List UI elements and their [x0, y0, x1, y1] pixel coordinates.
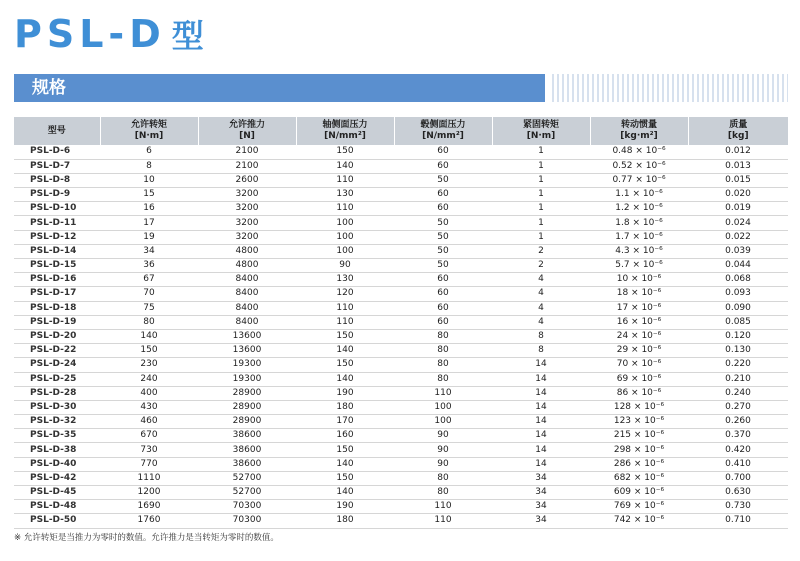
cell-model: PSL-D-24: [14, 358, 100, 372]
cell-tightening-torque: 1: [492, 188, 590, 202]
cell-inertia: 742 × 10⁻⁶: [590, 514, 688, 528]
cell-tightening-torque: 14: [492, 429, 590, 443]
cell-mass: 0.630: [688, 486, 788, 500]
cell-shaft-pressure: 150: [296, 358, 394, 372]
cell-hub-pressure: 50: [394, 230, 492, 244]
cell-tightening-torque: 14: [492, 400, 590, 414]
cell-hub-pressure: 110: [394, 500, 492, 514]
cell-mass: 0.120: [688, 329, 788, 343]
cell-hub-pressure: 80: [394, 486, 492, 500]
cell-torque: 140: [100, 329, 198, 343]
cell-torque: 67: [100, 273, 198, 287]
cell-thrust: 2100: [198, 159, 296, 173]
cell-torque: 730: [100, 443, 198, 457]
cell-inertia: 609 × 10⁻⁶: [590, 486, 688, 500]
cell-thrust: 2100: [198, 145, 296, 159]
table-header-row: [14, 117, 788, 145]
cell-thrust: 8400: [198, 301, 296, 315]
cell-tightening-torque: 14: [492, 443, 590, 457]
cell-mass: 0.022: [688, 230, 788, 244]
cell-thrust: 8400: [198, 287, 296, 301]
cell-shaft-pressure: 110: [296, 315, 394, 329]
cell-hub-pressure: 110: [394, 386, 492, 400]
cell-shaft-pressure: 150: [296, 329, 394, 343]
table-row: [14, 273, 788, 287]
header-hub-pressure: 毂侧面压力 [N/mm²]: [394, 117, 492, 145]
cell-mass: 0.210: [688, 372, 788, 386]
cell-inertia: 1.2 × 10⁻⁶: [590, 202, 688, 216]
cell-shaft-pressure: 90: [296, 259, 394, 273]
table-row: [14, 386, 788, 400]
table-row: [14, 514, 788, 528]
cell-shaft-pressure: 160: [296, 429, 394, 443]
cell-tightening-torque: 4: [492, 301, 590, 315]
cell-model: PSL-D-32: [14, 415, 100, 429]
header-shaft-pressure: 轴侧面压力 [N/mm²]: [296, 117, 394, 145]
cell-model: PSL-D-28: [14, 386, 100, 400]
cell-tightening-torque: 14: [492, 386, 590, 400]
cell-inertia: 682 × 10⁻⁶: [590, 471, 688, 485]
cell-torque: 8: [100, 159, 198, 173]
cell-torque: 240: [100, 372, 198, 386]
cell-thrust: 3200: [198, 202, 296, 216]
table-row: [14, 415, 788, 429]
cell-torque: 70: [100, 287, 198, 301]
cell-inertia: 17 × 10⁻⁶: [590, 301, 688, 315]
cell-thrust: 8400: [198, 273, 296, 287]
table-row: [14, 457, 788, 471]
cell-mass: 0.130: [688, 344, 788, 358]
title-suffix: 型: [171, 17, 204, 55]
page-title: [14, 10, 204, 60]
table-row: [14, 173, 788, 187]
cell-torque: 34: [100, 244, 198, 258]
cell-thrust: 4800: [198, 244, 296, 258]
cell-tightening-torque: 34: [492, 514, 590, 528]
cell-tightening-torque: 2: [492, 244, 590, 258]
cell-torque: 400: [100, 386, 198, 400]
cell-torque: 1200: [100, 486, 198, 500]
cell-inertia: 24 × 10⁻⁶: [590, 329, 688, 343]
cell-torque: 80: [100, 315, 198, 329]
table-row: [14, 429, 788, 443]
cell-inertia: 286 × 10⁻⁶: [590, 457, 688, 471]
cell-tightening-torque: 8: [492, 344, 590, 358]
table-row: [14, 500, 788, 514]
cell-mass: 0.013: [688, 159, 788, 173]
cell-shaft-pressure: 190: [296, 386, 394, 400]
table-row: [14, 358, 788, 372]
cell-model: PSL-D-12: [14, 230, 100, 244]
cell-inertia: 0.52 × 10⁻⁶: [590, 159, 688, 173]
cell-model: PSL-D-11: [14, 216, 100, 230]
cell-torque: 36: [100, 259, 198, 273]
cell-hub-pressure: 90: [394, 443, 492, 457]
cell-tightening-torque: 1: [492, 230, 590, 244]
cell-hub-pressure: 80: [394, 344, 492, 358]
cell-torque: 16: [100, 202, 198, 216]
footnote: ※ 允许转矩是当推力为零时的数值。允许推力是当转矩为零时的数值。: [14, 533, 279, 543]
cell-inertia: 69 × 10⁻⁶: [590, 372, 688, 386]
cell-thrust: 19300: [198, 372, 296, 386]
table-row: [14, 188, 788, 202]
cell-thrust: 38600: [198, 429, 296, 443]
cell-thrust: 28900: [198, 400, 296, 414]
cell-mass: 0.085: [688, 315, 788, 329]
cell-inertia: 1.1 × 10⁻⁶: [590, 188, 688, 202]
cell-thrust: 52700: [198, 471, 296, 485]
cell-torque: 670: [100, 429, 198, 443]
cell-shaft-pressure: 140: [296, 159, 394, 173]
cell-tightening-torque: 34: [492, 486, 590, 500]
cell-hub-pressure: 50: [394, 216, 492, 230]
cell-tightening-torque: 1: [492, 159, 590, 173]
cell-model: PSL-D-50: [14, 514, 100, 528]
cell-tightening-torque: 34: [492, 500, 590, 514]
cell-model: PSL-D-35: [14, 429, 100, 443]
table-row: [14, 400, 788, 414]
cell-mass: 0.730: [688, 500, 788, 514]
section-header-bar: [14, 74, 545, 102]
cell-mass: 0.240: [688, 386, 788, 400]
cell-shaft-pressure: 100: [296, 244, 394, 258]
cell-model: PSL-D-8: [14, 173, 100, 187]
cell-model: PSL-D-6: [14, 145, 100, 159]
cell-thrust: 13600: [198, 344, 296, 358]
header-allowable-torque: 允许转矩 [N·m]: [100, 117, 198, 145]
cell-hub-pressure: 110: [394, 514, 492, 528]
cell-inertia: 70 × 10⁻⁶: [590, 358, 688, 372]
cell-model: PSL-D-19: [14, 315, 100, 329]
cell-thrust: 2600: [198, 173, 296, 187]
cell-inertia: 0.77 × 10⁻⁶: [590, 173, 688, 187]
cell-mass: 0.044: [688, 259, 788, 273]
cell-model: PSL-D-9: [14, 188, 100, 202]
cell-mass: 0.420: [688, 443, 788, 457]
cell-model: PSL-D-22: [14, 344, 100, 358]
cell-hub-pressure: 90: [394, 429, 492, 443]
cell-tightening-torque: 14: [492, 372, 590, 386]
cell-mass: 0.710: [688, 514, 788, 528]
section-title: 规格: [32, 78, 66, 98]
cell-tightening-torque: 2: [492, 259, 590, 273]
cell-model: PSL-D-25: [14, 372, 100, 386]
cell-hub-pressure: 50: [394, 244, 492, 258]
table-row: [14, 259, 788, 273]
cell-mass: 0.410: [688, 457, 788, 471]
cell-hub-pressure: 50: [394, 259, 492, 273]
cell-tightening-torque: 1: [492, 173, 590, 187]
cell-hub-pressure: 80: [394, 471, 492, 485]
cell-torque: 19: [100, 230, 198, 244]
cell-tightening-torque: 14: [492, 358, 590, 372]
table-row: [14, 159, 788, 173]
cell-torque: 430: [100, 400, 198, 414]
cell-model: PSL-D-42: [14, 471, 100, 485]
cell-hub-pressure: 80: [394, 372, 492, 386]
table-row: [14, 244, 788, 258]
cell-torque: 150: [100, 344, 198, 358]
cell-torque: 10: [100, 173, 198, 187]
cell-torque: 6: [100, 145, 198, 159]
cell-shaft-pressure: 140: [296, 344, 394, 358]
cell-hub-pressure: 80: [394, 358, 492, 372]
cell-torque: 460: [100, 415, 198, 429]
cell-hub-pressure: 60: [394, 287, 492, 301]
cell-hub-pressure: 60: [394, 301, 492, 315]
table-row: [14, 216, 788, 230]
cell-hub-pressure: 60: [394, 145, 492, 159]
cell-mass: 0.024: [688, 216, 788, 230]
cell-torque: 17: [100, 216, 198, 230]
cell-shaft-pressure: 140: [296, 457, 394, 471]
cell-model: PSL-D-20: [14, 329, 100, 343]
table-row: [14, 230, 788, 244]
cell-torque: 770: [100, 457, 198, 471]
cell-hub-pressure: 60: [394, 188, 492, 202]
cell-inertia: 215 × 10⁻⁶: [590, 429, 688, 443]
cell-inertia: 29 × 10⁻⁶: [590, 344, 688, 358]
cell-model: PSL-D-30: [14, 400, 100, 414]
cell-shaft-pressure: 110: [296, 202, 394, 216]
cell-inertia: 1.8 × 10⁻⁶: [590, 216, 688, 230]
table-row: [14, 145, 788, 159]
cell-hub-pressure: 90: [394, 457, 492, 471]
cell-shaft-pressure: 100: [296, 230, 394, 244]
header-model: 型号: [14, 117, 100, 145]
cell-tightening-torque: 14: [492, 415, 590, 429]
cell-hub-pressure: 100: [394, 400, 492, 414]
cell-model: PSL-D-38: [14, 443, 100, 457]
cell-model: PSL-D-16: [14, 273, 100, 287]
cell-hub-pressure: 50: [394, 173, 492, 187]
cell-model: PSL-D-14: [14, 244, 100, 258]
cell-shaft-pressure: 180: [296, 400, 394, 414]
cell-inertia: 5.7 × 10⁻⁶: [590, 259, 688, 273]
cell-inertia: 128 × 10⁻⁶: [590, 400, 688, 414]
cell-mass: 0.700: [688, 471, 788, 485]
cell-inertia: 16 × 10⁻⁶: [590, 315, 688, 329]
cell-mass: 0.260: [688, 415, 788, 429]
header-inertia: 转动惯量 [kg·m²]: [590, 117, 688, 145]
cell-thrust: 4800: [198, 259, 296, 273]
cell-tightening-torque: 4: [492, 273, 590, 287]
cell-mass: 0.019: [688, 202, 788, 216]
cell-thrust: 52700: [198, 486, 296, 500]
cell-tightening-torque: 4: [492, 315, 590, 329]
cell-thrust: 28900: [198, 415, 296, 429]
header-tightening-torque: 紧固转矩 [N·m]: [492, 117, 590, 145]
header-mass: 质量 [kg]: [688, 117, 788, 145]
cell-shaft-pressure: 140: [296, 372, 394, 386]
cell-inertia: 4.3 × 10⁻⁶: [590, 244, 688, 258]
cell-inertia: 298 × 10⁻⁶: [590, 443, 688, 457]
cell-model: PSL-D-45: [14, 486, 100, 500]
cell-thrust: 3200: [198, 216, 296, 230]
cell-torque: 1760: [100, 514, 198, 528]
table-row: [14, 486, 788, 500]
cell-torque: 75: [100, 301, 198, 315]
cell-inertia: 18 × 10⁻⁶: [590, 287, 688, 301]
cell-hub-pressure: 60: [394, 315, 492, 329]
cell-thrust: 38600: [198, 457, 296, 471]
table-row: [14, 329, 788, 343]
cell-hub-pressure: 60: [394, 202, 492, 216]
cell-hub-pressure: 80: [394, 329, 492, 343]
cell-shaft-pressure: 100: [296, 216, 394, 230]
cell-inertia: 86 × 10⁻⁶: [590, 386, 688, 400]
cell-torque: 230: [100, 358, 198, 372]
cell-shaft-pressure: 110: [296, 301, 394, 315]
cell-inertia: 10 × 10⁻⁶: [590, 273, 688, 287]
cell-model: PSL-D-15: [14, 259, 100, 273]
header-allowable-thrust: 允许推力 [N]: [198, 117, 296, 145]
table-row: [14, 301, 788, 315]
cell-mass: 0.039: [688, 244, 788, 258]
cell-tightening-torque: 4: [492, 287, 590, 301]
cell-mass: 0.270: [688, 400, 788, 414]
cell-model: PSL-D-18: [14, 301, 100, 315]
cell-shaft-pressure: 130: [296, 273, 394, 287]
cell-torque: 1690: [100, 500, 198, 514]
cell-shaft-pressure: 110: [296, 173, 394, 187]
table-row: [14, 315, 788, 329]
cell-mass: 0.015: [688, 173, 788, 187]
cell-model: PSL-D-10: [14, 202, 100, 216]
cell-thrust: 3200: [198, 188, 296, 202]
cell-model: PSL-D-17: [14, 287, 100, 301]
cell-mass: 0.020: [688, 188, 788, 202]
spec-table: [14, 117, 788, 529]
cell-thrust: 3200: [198, 230, 296, 244]
cell-model: PSL-D-7: [14, 159, 100, 173]
cell-shaft-pressure: 170: [296, 415, 394, 429]
cell-thrust: 70300: [198, 500, 296, 514]
cell-tightening-torque: 8: [492, 329, 590, 343]
cell-shaft-pressure: 190: [296, 500, 394, 514]
cell-hub-pressure: 60: [394, 273, 492, 287]
cell-mass: 0.068: [688, 273, 788, 287]
title-model: PSL-D: [14, 12, 166, 56]
cell-inertia: 123 × 10⁻⁶: [590, 415, 688, 429]
cell-tightening-torque: 1: [492, 202, 590, 216]
cell-tightening-torque: 14: [492, 457, 590, 471]
table-row: [14, 344, 788, 358]
cell-inertia: 0.48 × 10⁻⁶: [590, 145, 688, 159]
cell-mass: 0.220: [688, 358, 788, 372]
table-row: [14, 443, 788, 457]
cell-tightening-torque: 1: [492, 216, 590, 230]
decorative-stripes: [552, 74, 788, 102]
cell-thrust: 70300: [198, 514, 296, 528]
table-row: [14, 202, 788, 216]
cell-inertia: 1.7 × 10⁻⁶: [590, 230, 688, 244]
cell-inertia: 769 × 10⁻⁶: [590, 500, 688, 514]
cell-shaft-pressure: 150: [296, 471, 394, 485]
table-row: [14, 287, 788, 301]
cell-thrust: 28900: [198, 386, 296, 400]
cell-tightening-torque: 1: [492, 145, 590, 159]
table-row: [14, 372, 788, 386]
cell-model: PSL-D-40: [14, 457, 100, 471]
spec-table-body: [14, 145, 788, 528]
cell-thrust: 19300: [198, 358, 296, 372]
cell-torque: 1110: [100, 471, 198, 485]
cell-thrust: 38600: [198, 443, 296, 457]
cell-shaft-pressure: 120: [296, 287, 394, 301]
cell-shaft-pressure: 180: [296, 514, 394, 528]
cell-shaft-pressure: 150: [296, 145, 394, 159]
cell-thrust: 8400: [198, 315, 296, 329]
table-row: [14, 471, 788, 485]
cell-shaft-pressure: 150: [296, 443, 394, 457]
cell-hub-pressure: 100: [394, 415, 492, 429]
cell-hub-pressure: 60: [394, 159, 492, 173]
cell-model: PSL-D-48: [14, 500, 100, 514]
cell-mass: 0.090: [688, 301, 788, 315]
cell-shaft-pressure: 130: [296, 188, 394, 202]
cell-mass: 0.012: [688, 145, 788, 159]
cell-shaft-pressure: 140: [296, 486, 394, 500]
cell-mass: 0.093: [688, 287, 788, 301]
cell-torque: 15: [100, 188, 198, 202]
cell-mass: 0.370: [688, 429, 788, 443]
cell-tightening-torque: 34: [492, 471, 590, 485]
cell-thrust: 13600: [198, 329, 296, 343]
